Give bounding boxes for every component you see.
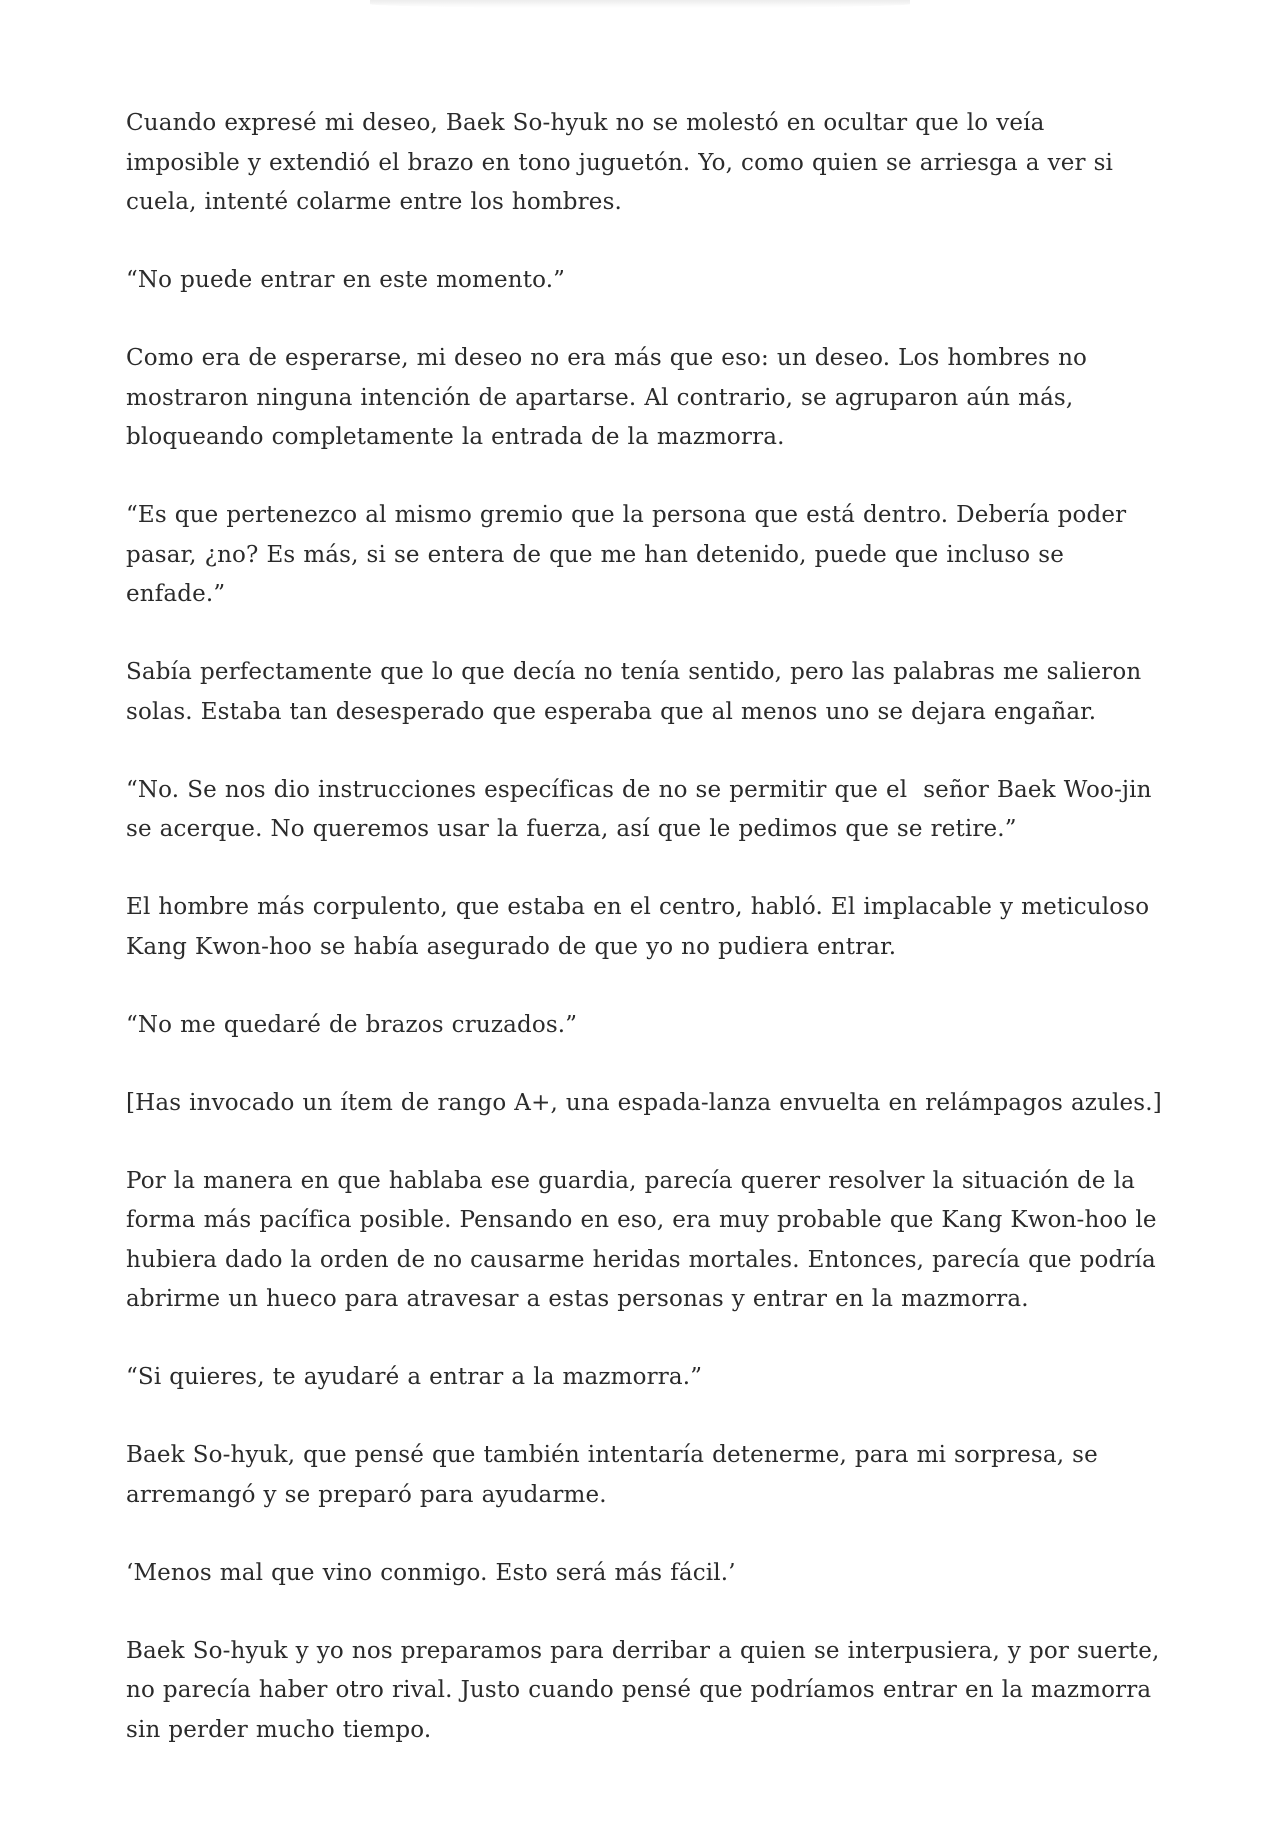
paragraph: Cuando expresé mi deseo, Baek So-hyuk no se molestó en ocultar que lo veía imposible y extendió el brazo en tono juguetón. Yo, como quien se arriesga a ver si cuela, intenté colarme entre los hombres. bbox=[126, 110, 1122, 215]
paragraph: “No me quedaré de brazos cruzados.” bbox=[126, 1011, 578, 1038]
paragraph: Baek So-hyuk, que pensé que también intentaría detenerme, para mi sorpresa, se arremangó y se preparó para ayudarme. bbox=[126, 1442, 1106, 1508]
paragraph: ‘Menos mal que vino conmigo. Esto será más fácil.’ bbox=[126, 1559, 736, 1586]
paragraph: Como era de esperarse, mi deseo no era más que eso: un deseo. Los hombres no mostraron ninguna intención de apartarse. Al contrario, se agruparon aún más, bloqueando completamente la entrada de la mazmorra. bbox=[126, 345, 1096, 450]
top-edge-shadow bbox=[370, 0, 910, 8]
paragraph: “Es que pertenezco al mismo gremio que la persona que está dentro. Debería poder pasar, ¿no? Es más, si se entera de que me han detenido, puede que incluso se enfade.” bbox=[126, 502, 1135, 607]
paragraph: “No. Se nos dio instrucciones específicas de no se permitir que el señor Baek Woo-jin se acerque. No queremos usar la fuerza, así que le pedimos que se retire.” bbox=[126, 776, 1160, 842]
paragraph: Baek So-hyuk y yo nos preparamos para derribar a quien se interpusiera, y por suerte, no parecía haber otro rival. Justo cuando pensé que podríamos entrar en la mazmorra sin perder mucho tiempo. bbox=[126, 1637, 1168, 1743]
paragraph: Por la manera en que hablaba ese guardia, parecía querer resolver la situación de la forma más pacífica posible. Pensando en eso, era muy probable que Kang Kwon-hoo le hubiera dado la orden de no causarme heridas mortales. Entonces, parecía que podría abrirme un hueco para atravesar a estas personas y entrar en la mazmorra. bbox=[126, 1167, 1165, 1312]
paragraph: “Si quieres, te ayudaré a entrar a la mazmorra.” bbox=[126, 1364, 703, 1390]
paragraph: [Has invocado un ítem de rango A+, una espada-lanza envuelta en relámpagos azules.] bbox=[126, 1089, 1162, 1116]
paragraph: Sabía perfectamente que lo que decía no tenía sentido, pero las palabras me salieron solas. Estaba tan desesperado que esperaba que al menos uno se dejara engañar. bbox=[126, 659, 1150, 725]
paragraph: “No puede entrar en este momento.” bbox=[126, 267, 566, 293]
paragraph: El hombre más corpulento, que estaba en el centro, habló. El implacable y meticuloso Kang Kwon-hoo se había asegurado de que yo no pudiera entrar. bbox=[126, 894, 1158, 960]
document-body bbox=[126, 104, 1166, 1789]
